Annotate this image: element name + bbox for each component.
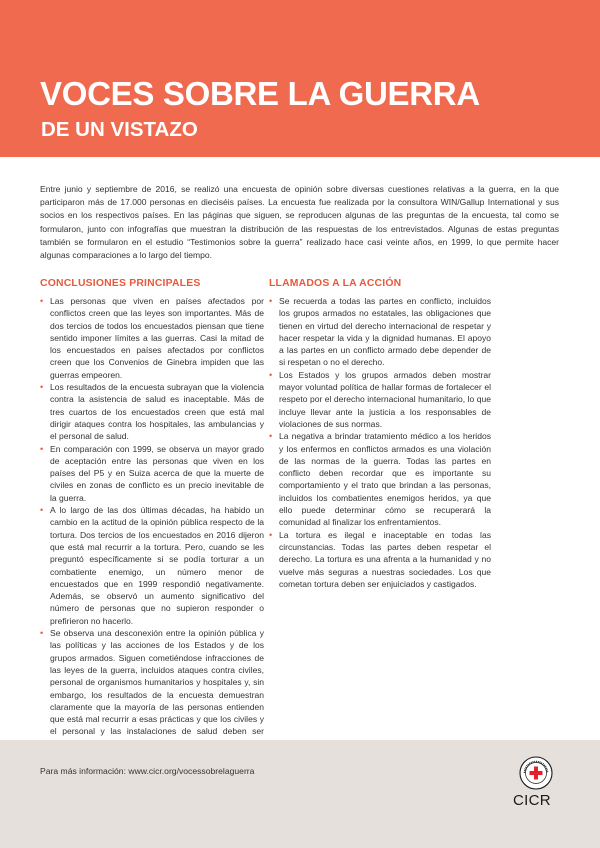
list-item-text: Las personas que viven en países afectados por conflictos creen que las leyes son importantes. Más de dos tercios de todos los encuestados piensan que tiene sentido imponer límites a las guerras. Casi la mitad de los encuestados en países afectados por conflictos creen que los Convenios de Ginebra impiden que las guerras empeoren.	[50, 296, 264, 380]
bullet-icon: •	[40, 296, 44, 306]
conclusions-list	[40, 295, 264, 750]
list-item-text: Los Estados y los grupos armados deben mostrar mayor voluntad política de hallar formas de fortalecer el respeto por el derecho internacional humanitario, lo que incluye llevar ante la justicia a los responsables de violaciones de sus normas.	[279, 369, 491, 429]
calls-list	[269, 295, 491, 590]
list-item	[40, 381, 264, 442]
list-item-text: Se recuerda a todas las partes en conflicto, incluidos los grupos armados no estatales, las obligaciones que tienen en virtud del derecho internacional de respetar y hacer respetar la vida y la dignidad humanas. El apoyo a las partes en un conflicto armado debe depender de si respetan o no el derecho.	[279, 296, 491, 368]
list-item-text: La tortura es ilegal e inaceptable en todas las circunstancias. Todas las partes deben respetar el derecho. La tortura es una afrenta a la humanidad y no vuelve más seguras a nuestras sociedades. Los que cometan tortura deben ser enjuiciados y castigados.	[279, 529, 491, 589]
bullet-icon: •	[269, 369, 273, 380]
bullet-icon: •	[40, 443, 44, 454]
list-item-text: A lo largo de las dos últimas décadas, ha habido un cambio en la actitud de la opinión pública respecto de la tortura. Dos tercios de los encuestados en 2016 dijeron que está mal recurrir a la tortura. Pero, cuando se les preguntó específicamente si se podía torturar a un combatiente enemigo, un número menor de encuestados que en 1999 respondió negativamente. Además, se observó un aumento significativo del número de personas que no supieron responder o prefirieron no hacerlo.	[50, 505, 264, 626]
bullet-icon: •	[269, 296, 273, 306]
conclusions-heading: CONCLUSIONES PRINCIPALES	[40, 278, 201, 289]
conclusions-section	[40, 277, 264, 750]
list-item-text: Se observa una desconexión entre la opinión pública y las políticas y las acciones de los Estados y de los grupos armados. Siguen cometiéndose infracciones de las leyes de la guerra, incluidos ataques contra civiles, personal de organismos humanitarios y hospitales y, sin embargo, los resultados de la encuesta demuestran claramente que la mayoría de las personas entienden que está mal recurrir a esas prácticas y que los civiles y el personal y las instalaciones de salud deben ser	[50, 628, 264, 737]
footer-band	[0, 740, 600, 848]
list-item	[40, 627, 264, 750]
org-logo-text: CICR	[513, 792, 551, 809]
list-item	[40, 504, 264, 627]
page-title: VOCES SOBRE LA GUERRA	[40, 75, 480, 112]
more-info-link[interactable]: Para más información: www.cicr.org/vocessobrelaguerra	[40, 766, 255, 776]
list-item-text: Los resultados de la encuesta subrayan que la violencia contra la asistencia de salud es inaceptable. Más de tres cuartos de los encuestados creen que está mal dirigir ataques contra los hospitales, las ambulancias y el personal de salud.	[50, 382, 264, 442]
list-item	[40, 443, 264, 504]
bullet-icon: •	[40, 505, 44, 516]
list-item	[269, 529, 491, 590]
list-item	[40, 295, 264, 381]
intro-paragraph: Entre junio y septiembre de 2016, se realizó una encuesta de opinión sobre diversas cuestiones relativas a la guerra, en la que participaron más de 17.000 personas en dieciséis países. La encuesta fue realizada por la consultora WIN/Gallup International y sus socios en los respectivos países. En las páginas que siguen, se reproducen algunas de las preguntas de la encuesta, tal como se formularon, junto con infografías que muestran la distribución de las respuestas de los entrevistados. Algunas de estas preguntas también se formularon en el estudio “Testimonios sobre la guerra” realizado hace casi veinte años, en 1999, lo que permite hacer algunas comparaciones a lo largo del tiempo.	[40, 184, 559, 261]
red-cross-emblem-icon	[519, 756, 553, 790]
bullet-icon: •	[269, 529, 273, 540]
list-item-text: En comparación con 1999, se observa un mayor grado de aceptación entre las personas que viven en los países del P5 y en Suiza acerca de que la muerte de civiles en zonas de conflicto es un precio inevitable de la guerra.	[50, 443, 264, 503]
list-item	[269, 369, 491, 430]
calls-heading: LLAMADOS A LA ACCIÓN	[269, 278, 402, 289]
bullet-icon: •	[40, 382, 44, 393]
bullet-icon: •	[269, 431, 273, 442]
calls-section	[269, 277, 491, 590]
list-item	[269, 295, 491, 369]
bullet-icon: •	[40, 628, 44, 639]
header-banner	[0, 0, 600, 157]
page-subtitle: DE UN VISTAZO	[41, 118, 198, 141]
list-item-text: La negativa a brindar tratamiento médico a los heridos y los enfermos en conflictos armados es una violación de las normas de la guerra. Todas las partes en conflicto deben recordar que es importante su comportamiento y el trato que brindan a las personas, incluidos los combatientes enemigos heridos, ya que ello puede determinar cómo se recuperará la comunidad al finalizar los enfrentamientos.	[279, 431, 491, 528]
list-item	[269, 430, 491, 528]
